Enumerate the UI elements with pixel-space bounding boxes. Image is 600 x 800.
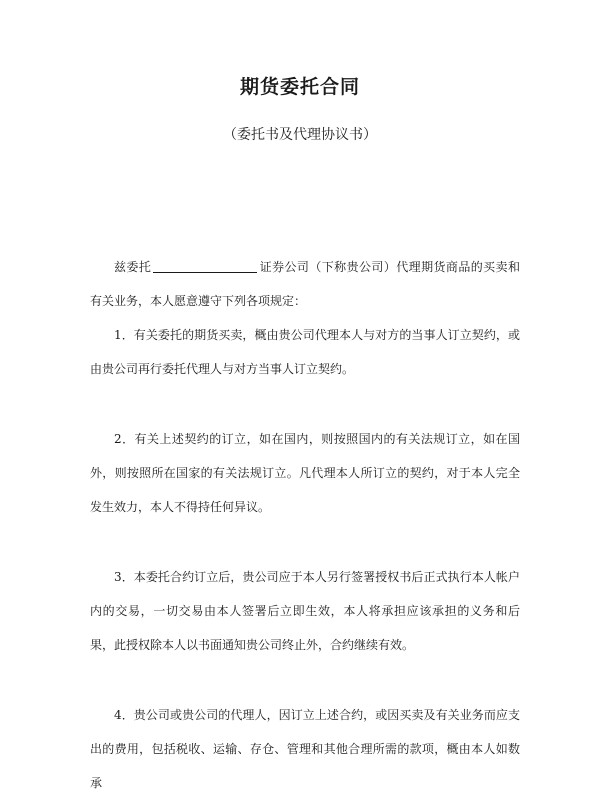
clause-2: 2．有关上述契约的订立，如在国内，则按照国内的有关法规订立，如在国外，则按照所在国家的有关法规订立。凡代理本人所订立的契约，对于本人完全发生效力，本人不得持任何异议。: [90, 432, 520, 514]
intro-paragraph: [90, 250, 520, 318]
intro-prefix: 兹委托: [114, 260, 152, 274]
paragraph-spacer: [90, 662, 520, 698]
paragraph-spacer: [90, 524, 520, 560]
clause-4: 4．贵公司或贵公司的代理人，因订立上述合约，或因买卖及有关业务而应支出的费用，包括税收、运输、存仓、管理和其他合理所需的款项，概由本人如数承: [90, 708, 520, 790]
clause-3: 3．本委托合约订立后，贵公司应于本人另行签署授权书后正式执行本人帐户内的交易，一切交易由本人签署后立即生效，本人将承担应该承担的义务和后果，此授权除本人以书面通知贵公司终止外，合约继续有效。: [90, 570, 520, 652]
document-title: 期货委托合同: [239, 76, 360, 98]
agent-name-blank: [153, 260, 257, 273]
paragraph-spacer: [90, 386, 520, 422]
clause-1: 1．有关委托的期货买卖，概由贵公司代理本人与对方的当事人订立契约，或由贵公司再行委托代理人与对方当事人订立契约。: [90, 328, 520, 376]
document-subtitle: （委托书及代理协议书）: [223, 127, 377, 143]
intro-suffix: 证券公司（下称贵公司）代理期货商品的买卖和有关业务，本人愿意遵守下列各项规定：: [90, 260, 520, 308]
document-body: [90, 250, 520, 800]
